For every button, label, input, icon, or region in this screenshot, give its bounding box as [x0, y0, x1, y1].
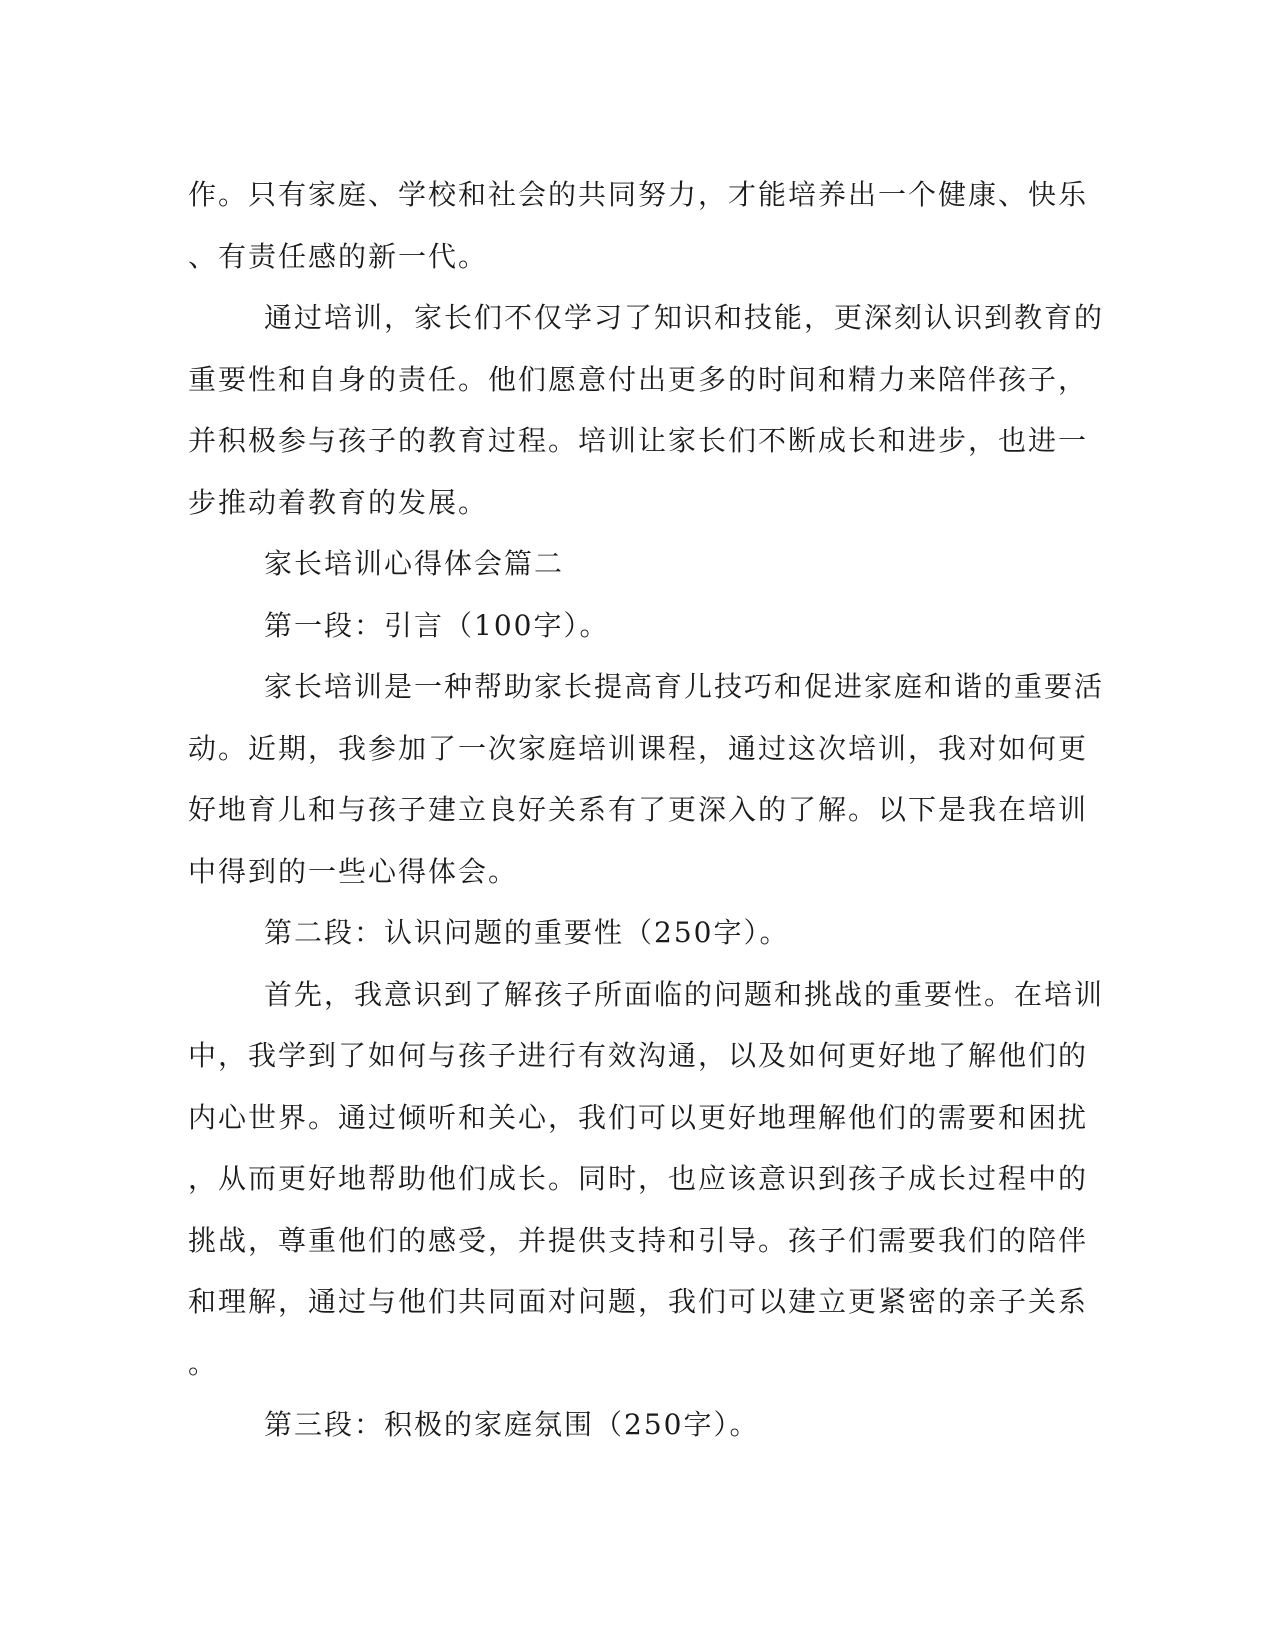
- text-line: 内心世界。通过倾听和关心，我们可以更好地理解他们的需要和困扰: [188, 1100, 1089, 1134]
- text-line: 并积极参与孩子的教育过程。培训让家长们不断成长和进步，也进一: [188, 424, 1089, 457]
- document-body: [188, 164, 1105, 1456]
- text-line: 家长培训心得体会篇二: [264, 547, 565, 580]
- text-line: 挑战，尊重他们的感受，并提供支持和引导。孩子们需要我们的陪伴: [188, 1223, 1089, 1257]
- text-line: 作。只有家庭、学校和社会的共同努力，才能培养出一个健康、快乐: [188, 178, 1089, 211]
- text-line: 。: [188, 1346, 219, 1380]
- text-line: 好地育儿和与孩子建立良好关系有了更深入的了解。以下是我在培训: [188, 793, 1089, 826]
- text-line: 和理解，通过与他们共同面对问题，我们可以建立更紧密的亲子关系: [188, 1285, 1089, 1318]
- text-line: 中，我学到了如何与孩子进行有效沟通，以及如何更好地了解他们的: [188, 1039, 1089, 1072]
- text-line: 第一段：引言（100字）。: [264, 608, 610, 642]
- text-line: 步推动着教育的发展。: [188, 485, 489, 519]
- text-line: 第二段：认识问题的重要性（250字）。: [264, 916, 790, 949]
- text-line: 通过培训，家长们不仅学习了知识和技能，更深刻认识到教育的: [264, 301, 1105, 334]
- text-line: 中得到的一些心得体会。: [188, 854, 519, 888]
- text-line: 首先，我意识到了解孩子所面临的问题和挑战的重要性。在培训: [264, 977, 1105, 1011]
- text-line: ，从而更好地帮助他们成长。同时，也应该意识到孩子成长过程中的: [188, 1162, 1089, 1195]
- text-line: 家长培训是一种帮助家长提高育儿技巧和促进家庭和谐的重要活: [264, 670, 1105, 703]
- text-line: 第三段：积极的家庭氛围（250字）。: [264, 1408, 760, 1441]
- text-line: 、有责任感的新一代。: [188, 239, 489, 273]
- text-line: 重要性和自身的责任。他们愿意付出更多的时间和精力来陪伴孩子，: [188, 362, 1089, 396]
- text-line: 动。近期，我参加了一次家庭培训课程，通过这次培训，我对如何更: [188, 731, 1089, 765]
